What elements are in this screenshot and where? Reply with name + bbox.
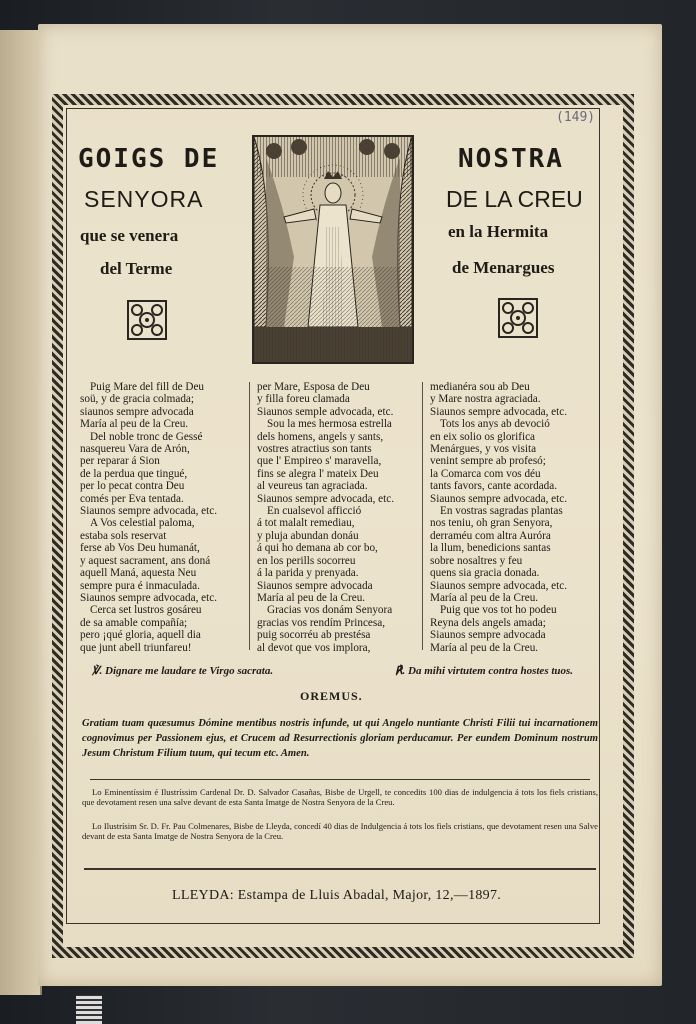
verse-line: en eix solio os glorifica: [430, 430, 536, 443]
verse-line: nos teniu, oh gran Senyora,: [430, 517, 553, 530]
title-goigs-de: GOIGS DE: [78, 144, 220, 174]
response: ℟. Da mihi virtutem contra hostes tuos.: [395, 665, 574, 677]
verse-line: Reyna dels angels amada;: [430, 616, 546, 629]
verse-line: á tot malalt remediau,: [257, 517, 355, 530]
verse-line: estaba sols reservat: [80, 529, 167, 542]
verse-line: en los perills socorreu: [257, 554, 356, 567]
verse-line: gracias vos rendím Princesa,: [257, 616, 385, 629]
versicle: ℣. Dignare me laudare te Virgo sacrata.: [92, 665, 274, 677]
virgin-engraving: [252, 135, 414, 364]
verse-line: nasquereu Vara de Arón,: [80, 443, 190, 456]
verse-line: per lo pecat contra Deu: [80, 480, 185, 493]
verse-line: al devot que vos implora,: [257, 641, 371, 654]
verse-line: Del noble tronc de Gessé: [90, 430, 203, 443]
subtitle-hermita: en la Hermita: [448, 222, 549, 241]
verse-line: Siaunos sempre advocada, etc.: [80, 591, 217, 604]
verse-line: Siaunos sempre advocada, etc.: [430, 405, 567, 418]
verse-line: la llum, benedicions santas: [430, 542, 551, 555]
verse-line: Sou la mes hermosa estrella: [267, 418, 392, 431]
verse-line: y aquest sacrament, ans doná: [80, 554, 211, 567]
verse-line: sobre nosaltres y feu: [430, 554, 523, 567]
verse-line: la Comarca com vos déu: [430, 467, 541, 480]
column-divider: [249, 382, 250, 650]
verse-line: María al peu de la Creu.: [80, 418, 189, 431]
verse-line: y filla foreu clamada: [257, 393, 350, 406]
verse-line: per Mare, Esposa de Deu: [257, 381, 370, 393]
verse-line: Siaunos sempre advocada, etc.: [80, 505, 217, 518]
verse-line: Siaunos semple advocada, etc.: [257, 405, 394, 418]
printer-imprint: LLEYDA: Estampa de Lluis Abadal, Major, 12,—1897.: [172, 888, 502, 903]
verse-line: Cerca set lustros gosáreu: [90, 604, 202, 617]
verse-line: En cualsevol afficció: [267, 505, 362, 518]
verse-line: aquell Maná, aquesta Neu: [80, 567, 197, 580]
binding-marks: [76, 995, 102, 1024]
verse-line: Siaunos sempre advocada, etc.: [430, 492, 567, 505]
verse-line: al veureus tan agraciada.: [257, 480, 368, 493]
verse-line: y pluja abundan donáu: [257, 529, 359, 542]
left-ornament-icon: [126, 299, 168, 341]
divider: [84, 868, 596, 870]
verse-line: derraméu com altra Auróra: [430, 529, 551, 542]
verse-line: y Mare nostra agraciada.: [430, 393, 541, 406]
verse-line: Tots los anys ab devoció: [440, 418, 550, 431]
verse-line: dels homens, angels y sants,: [257, 430, 384, 443]
verse-column-3: [430, 381, 598, 654]
title-nostra: NOSTRA: [458, 144, 564, 174]
verse-line: Siaunos sempre advocada: [257, 579, 373, 592]
indulgence-note-2: Lo Ilustrísim Sr. D. Fr. Pau Colmenares, Bisbe de Lleyda, concedí 40 dias de Indulgencia á tots los fiels cristians, que devotament resen una Salve devant de esta Santa Imatge de Nostra Senyora de la Creu.: [82, 821, 598, 842]
verse-line: Siaunos sempre advocada: [430, 629, 546, 642]
verse-line: Siaunos sempre advocada, etc.: [257, 492, 394, 505]
verse-line: medianéra sou ab Deu: [430, 381, 530, 393]
verse-line: María al peu de la Creu.: [430, 641, 539, 654]
subtitle-venera: que se venera: [80, 226, 179, 245]
oremus-heading: OREMUS.: [300, 689, 363, 703]
title-senyora: SENYORA: [84, 186, 204, 212]
verse-column-1: [80, 381, 246, 654]
verse-line: sempre pura é inmaculada.: [80, 579, 200, 592]
verse-line: de la perdua que tingué,: [80, 467, 188, 480]
verse-line: de sa amable compañía;: [80, 616, 188, 629]
verse-line: Siaunos sempre advocada, etc.: [430, 579, 567, 592]
verse-line: soü, y de gracia colmada;: [80, 393, 195, 406]
subtitle-menargues: de Menargues: [452, 258, 555, 277]
verse-line: siaunos sempre advocada: [80, 405, 194, 418]
verse-line: Puig Mare del fill de Deu: [90, 381, 205, 393]
right-ornament-icon: [497, 297, 539, 339]
verse-line: Menárgues, y vos visita: [430, 443, 537, 456]
verse-line: tants favors, cante acordada.: [430, 480, 558, 493]
verse-line: que junt abell triunfareu!: [80, 641, 192, 654]
verse-line: á la parida y prenyada.: [257, 567, 359, 580]
prayer-text: Gratiam tuam quæsumus Dómine mentibus nostris infunde, ut qui Angelo nuntiante Christi Filii tui incarnationem cognovimus per Passionem ejus, et Crucem ad Resurrectionis gloriam perducamur. Per eundem Dominum nostrum Jesum Christum Filium tuum, qui tecum etc. Amen.: [82, 718, 598, 759]
subtitle-terme: del Terme: [100, 259, 173, 278]
verse-line: Puig que vos tot ho podeu: [440, 604, 557, 617]
column-divider: [422, 382, 423, 650]
verse-line: vostres atractius son tants: [257, 443, 372, 456]
verse-line: pero ¡qué gloria, aquell dia: [80, 629, 201, 642]
indulgence-note-1: Lo Eminentíssim é Ilustríssim Cardenal Dr. D. Salvador Casañas, Bisbe de Urgell, te concedits 100 dias de indulgencia á tots los fiels cristians, que devotament resen una salve devant de esta Santa Imatge de Nostra Senyora de la Creu.: [82, 787, 598, 808]
verse-line: puig socorréu ab prestésa: [257, 629, 371, 642]
verse-line: A Vos celestial paloma,: [90, 517, 195, 530]
previous-page-edge: [0, 30, 42, 995]
divider: [90, 779, 590, 780]
verse-line: Gracias vos donám Senyora: [267, 604, 393, 617]
catalog-number: (149): [556, 110, 596, 125]
verse-line: ferse ab Vos Deu humanát,: [80, 542, 200, 555]
verse-line: María al peu de la Creu.: [257, 591, 366, 604]
title-de-la-creu: DE LA CREU: [446, 186, 583, 212]
verse-line: María al peu de la Creu.: [430, 591, 539, 604]
verse-line: quens sia gracia donada.: [430, 567, 540, 580]
verse-line: En vostras sagradas plantas: [440, 505, 563, 518]
verse-line: á qui ho demana ab cor bo,: [257, 542, 378, 555]
verse-column-2: [257, 381, 421, 654]
verse-line: venint sempre ab profesó;: [430, 455, 546, 468]
verse-line: per reparar á Sion: [80, 455, 160, 468]
verse-line: fins se alegra l' mateix Deu: [257, 467, 379, 480]
verse-line: que l' Empireo s' maravella,: [257, 455, 382, 468]
verse-line: comés per Eva tentada.: [80, 492, 184, 505]
